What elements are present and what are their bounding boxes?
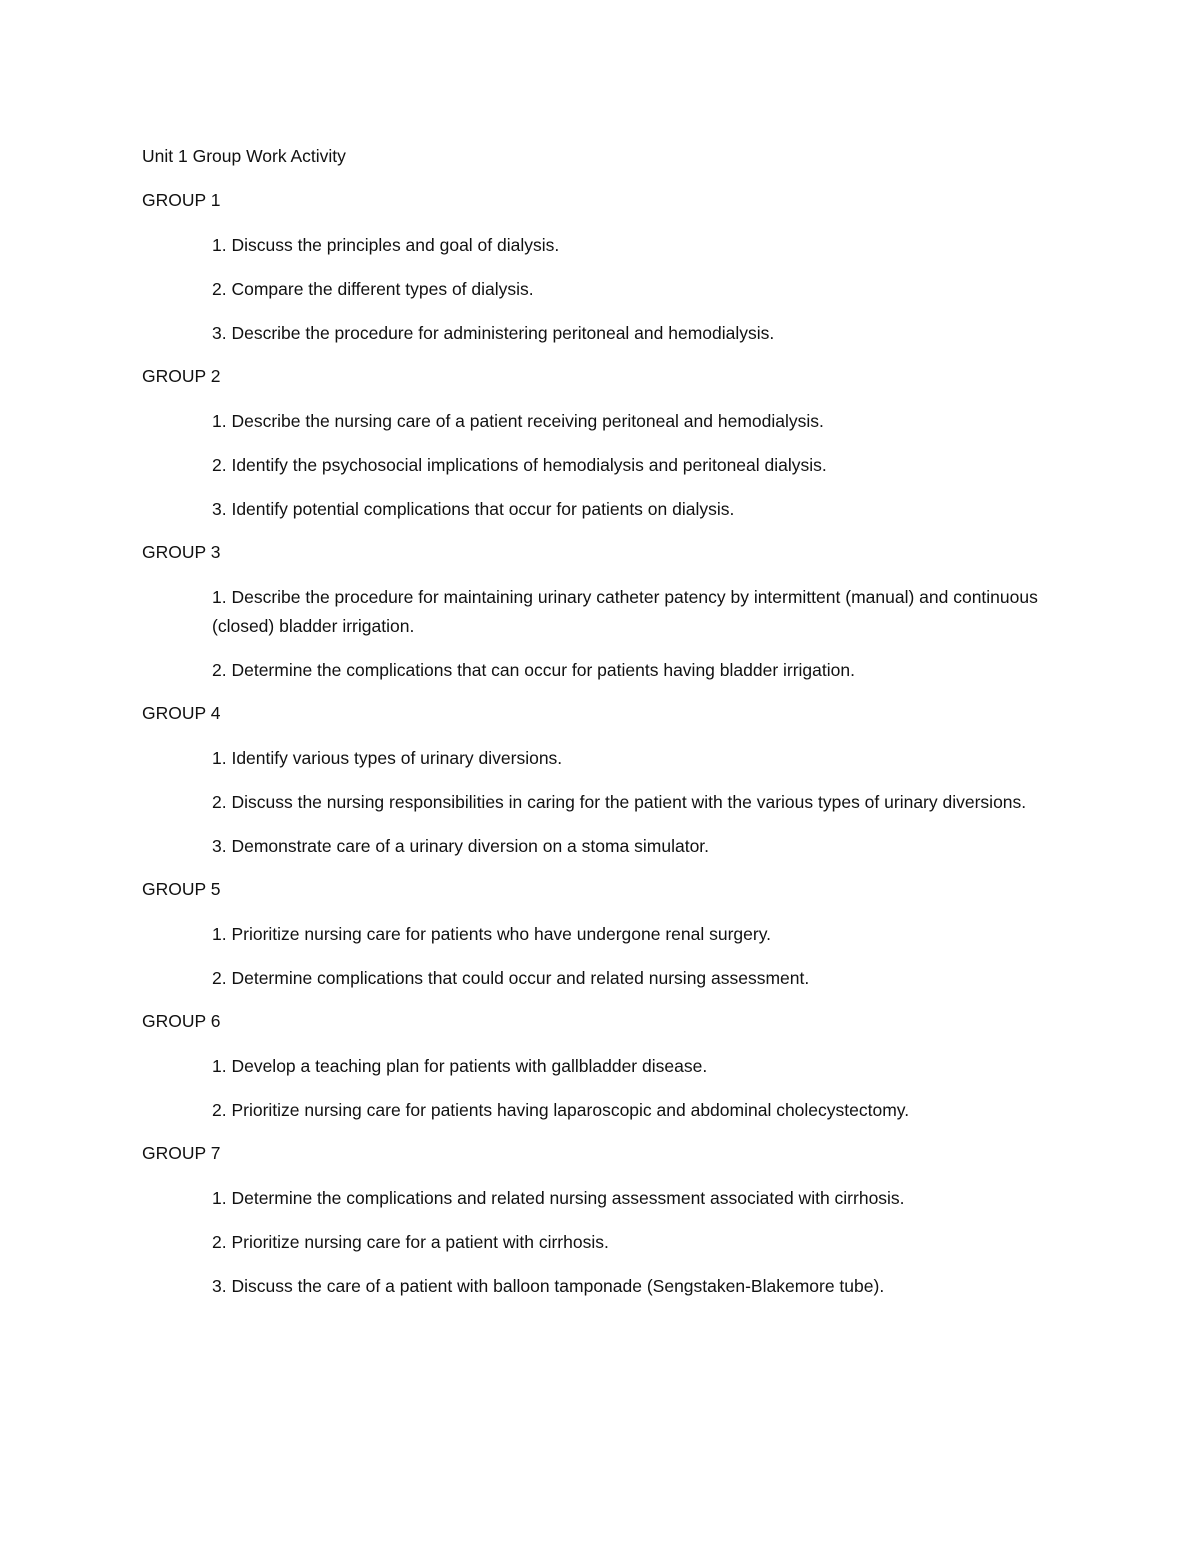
task-item: 1. Develop a teaching plan for patients with gallbladder disease. — [212, 1056, 708, 1076]
document-title: Unit 1 Group Work Activity — [142, 146, 346, 166]
task-item: 2. Discuss the nursing responsibilities in caring for the patient with the various types of urinary diversions. — [212, 792, 1027, 812]
task-item: 1. Determine the complications and related nursing assessment associated with cirrhosis. — [212, 1188, 905, 1208]
group-heading: GROUP 7 — [142, 1143, 221, 1163]
task-item: 2. Identify the psychosocial implications of hemodialysis and peritoneal dialysis. — [212, 455, 827, 475]
task-item: 1. Discuss the principles and goal of dialysis. — [212, 235, 560, 255]
group-section — [142, 1008, 1072, 1125]
group-heading: GROUP 1 — [142, 190, 221, 210]
task-item: 2. Compare the different types of dialysis. — [212, 279, 534, 299]
group-section — [142, 700, 1072, 861]
task-item: 1. Prioritize nursing care for patients who have undergone renal surgery. — [212, 924, 772, 944]
task-item: 3. Discuss the care of a patient with balloon tamponade (Sengstaken-Blakemore tube). — [212, 1276, 885, 1296]
group-heading: GROUP 3 — [142, 542, 221, 562]
group-heading: GROUP 4 — [142, 703, 221, 723]
group-section — [142, 1140, 1072, 1301]
task-item: 2. Determine complications that could occur and related nursing assessment. — [212, 968, 810, 988]
group-section — [142, 539, 1072, 685]
group-section — [142, 876, 1072, 993]
task-item: 1. Describe the nursing care of a patient receiving peritoneal and hemodialysis. — [212, 411, 824, 431]
document-content — [142, 143, 1072, 1316]
group-heading: GROUP 6 — [142, 1011, 221, 1031]
group-section — [142, 363, 1072, 524]
group-heading: GROUP 5 — [142, 879, 221, 899]
task-item: 1. Identify various types of urinary diversions. — [212, 748, 563, 768]
group-section — [142, 187, 1072, 348]
task-item: 3. Identify potential complications that occur for patients on dialysis. — [212, 499, 735, 519]
task-item: 2. Prioritize nursing care for patients having laparoscopic and abdominal cholecystectomy. — [212, 1100, 910, 1120]
group-list — [142, 187, 1072, 1301]
task-item: 2. Determine the complications that can occur for patients having bladder irrigation. — [212, 660, 855, 680]
task-item: 3. Describe the procedure for administering peritoneal and hemodialysis. — [212, 323, 775, 343]
task-item: 1. Describe the procedure for maintaining urinary catheter patency by intermittent (manual) and continuous (closed) bladder irrigation. — [212, 587, 1038, 636]
task-item: 3. Demonstrate care of a urinary diversion on a stoma simulator. — [212, 836, 710, 856]
group-heading: GROUP 2 — [142, 366, 221, 386]
task-item: 2. Prioritize nursing care for a patient with cirrhosis. — [212, 1232, 609, 1252]
